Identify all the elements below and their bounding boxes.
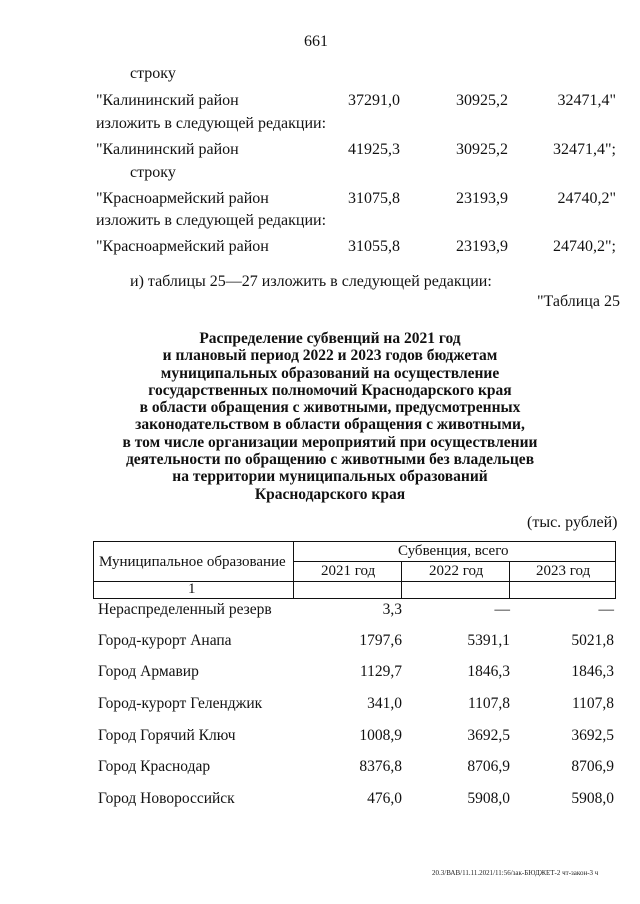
row-value-2023: — [598,601,614,618]
row-municipality: Город Краснодар [98,758,211,775]
row-municipality: Город Армавир [98,663,199,680]
amend-row-value: 31075,8 [348,190,400,207]
header-index: 1 [188,581,196,597]
row-municipality: Город-курорт Анапа [98,632,232,649]
row-value-2022: 1846,3 [467,663,510,680]
units-label: (тыс. рублей) [527,514,618,531]
amend-row-value: 30925,2 [456,92,508,109]
title-line: на территории муниципальных образований [172,468,488,486]
row-value-2023: 5021,8 [571,632,614,649]
title-line: муниципальных образований на осуществление [160,364,500,382]
amend-row-value: 30925,2 [456,141,508,158]
title-line: законодательством в области обращения с животными, [135,416,525,434]
row-value-2021: 1129,7 [359,663,402,680]
row-value-2021: 1008,9 [359,727,402,744]
header-subvention: Субвенция, всего [398,543,509,559]
row-value-2022: 8706,9 [467,758,510,775]
row-value-2021: 1797,6 [359,632,402,649]
amend-row-name: "Калининский район [96,141,239,158]
row-value-2022: 5908,0 [467,790,510,807]
title-line: государственных полномочий Краснодарского края [148,381,512,399]
amend-row-value: 32471,4"; [553,141,616,158]
amend-row-value: 37291,0 [348,92,400,109]
header-year-2022: 2022 год [429,563,484,579]
amend-text-line: изложить в следующей редакции: [96,115,327,132]
amend-row-name: "Калининский район [96,92,239,109]
header-year-2023: 2023 год [536,563,591,579]
row-value-2022: 5391,1 [467,632,510,649]
row-value-2023: 5908,0 [571,790,614,807]
row-value-2022: — [494,601,510,618]
row-municipality: Город Горячий Ключ [98,727,236,744]
amend-row-value: 23193,9 [456,190,508,207]
row-municipality: Город-курорт Геленджик [98,695,263,712]
amend-row-value: 23193,9 [456,238,508,255]
row-value-2021: 476,0 [367,790,402,807]
row-value-2022: 3692,5 [467,727,510,744]
title-line: в том числе организации мероприятий при осуществлении [122,433,538,451]
row-value-2021: 8376,8 [359,758,402,775]
amend-text-line: изложить в следующей редакции: [96,212,327,229]
title-line: и плановый период 2022 и 2023 годов бюджетам [162,347,498,365]
row-value-2021: 341,0 [367,695,402,712]
title-line: Распределение субвенций на 2021 год [199,330,461,347]
amend-row-value: 24740,2"; [553,238,616,255]
row-value-2022: 1107,8 [467,695,510,712]
row-municipality: Нераспределенный резерв [98,601,272,618]
table-label: "Таблица 25 [537,293,620,310]
row-value-2023: 1846,3 [571,663,614,680]
header-municipality: Муниципальное образование [99,554,286,570]
amend-row-value: 31055,8 [348,238,400,255]
instruction-text: и) таблицы 25—27 изложить в следующей редакции: [130,273,492,290]
amend-row-value: 24740,2" [557,190,616,207]
amend-text-line: строку [130,65,176,82]
table-title [120,330,540,503]
title-line: деятельности по обращению с животными без владельцев [125,451,535,469]
amend-row-value: 32471,4" [557,92,616,109]
row-value-2023: 1107,8 [571,695,614,712]
amend-text-line: строку [130,164,176,181]
header-year-2021: 2021 год [321,563,376,579]
row-value-2023: 8706,9 [571,758,614,775]
title-line: в области обращения с животными, предусмотренных [139,399,521,417]
amend-row-name: "Красноармейский район [96,238,269,255]
title-line: Краснодарского края [254,485,406,503]
row-value-2023: 3692,5 [571,727,614,744]
amend-row-name: "Красноармейский район [96,190,269,207]
row-value-2021: 3,3 [382,601,402,618]
row-municipality: Город Новороссийск [98,790,235,807]
amend-row-value: 41925,3 [348,141,400,158]
document-footer: 20.3/ВАВ/11.11.2021/11:56/зак-БЮДЖЕТ-2 чт-закон-3 ч [432,869,599,877]
page-number: 661 [304,33,328,50]
